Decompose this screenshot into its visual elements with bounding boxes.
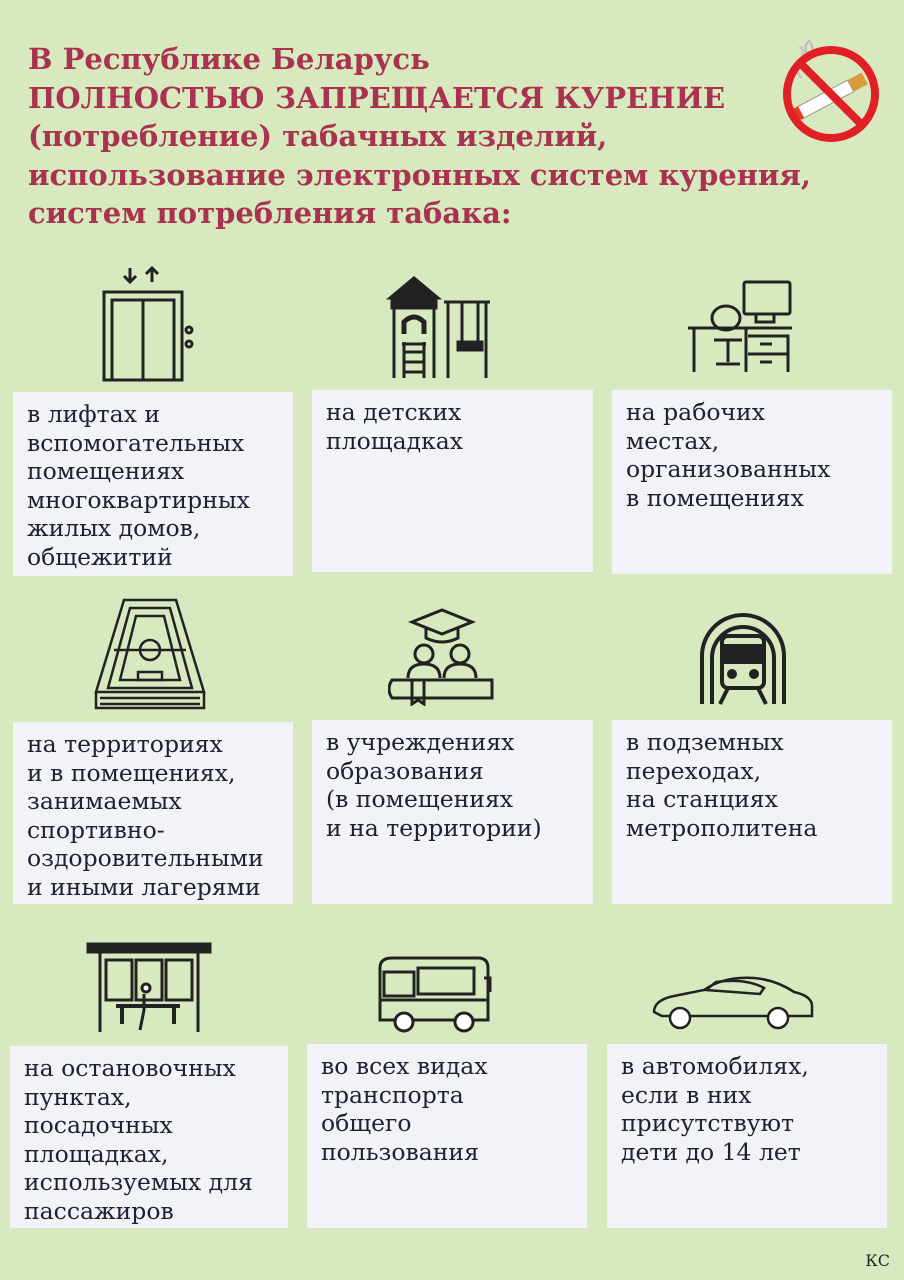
headline-line-5: систем потребления табака:	[28, 196, 512, 230]
headline-line-1: В Республике Беларусь	[28, 42, 430, 76]
item-card-workplaces: на рабочих местах, организованных в помещениях	[612, 390, 892, 574]
footer-mark: КС	[865, 1251, 890, 1270]
metro-icon	[698, 612, 788, 708]
headline-line-3: (потребление) табачных изделий,	[28, 119, 608, 153]
headline-line-2: ПОЛНОСТЬЮ ЗАПРЕЩАЕТСЯ КУРЕНИЕ	[28, 80, 726, 115]
item-card-camps: на территориях и в помещениях, занимаемых спортивно- оздоровительными и иными лагерями	[13, 722, 293, 904]
playground-icon	[386, 274, 496, 382]
no-smoking-icon	[778, 38, 884, 144]
item-card-playgrounds: на детских площадках	[312, 390, 593, 572]
item-card-education: в учреждениях образования (в помещениях и на территории)	[312, 720, 593, 904]
headline-line-4: использование электронных систем курения,	[28, 157, 811, 192]
item-card-cars: в автомобилях, если в них присутствуют дети до 14 лет	[607, 1044, 887, 1228]
workplace-icon	[686, 278, 794, 378]
education-icon	[388, 606, 496, 706]
item-card-elevators: в лифтах и вспомогательных помещениях многоквартирных жилых домов, общежитий	[13, 392, 293, 576]
item-card-bus-stops: на остановочных пунктах, посадочных площадках, используемых для пассажиров	[10, 1046, 288, 1228]
stadium-icon	[94, 596, 206, 712]
bus-stop-icon	[86, 936, 212, 1036]
car-icon	[650, 974, 814, 1032]
item-card-metro: в подземных переходах, на станциях метрополитена	[612, 720, 892, 904]
headline	[28, 40, 858, 233]
elevator-icon	[100, 264, 200, 384]
bus-icon	[376, 954, 492, 1036]
item-card-public-transport: во всех видах транспорта общего пользования	[307, 1044, 587, 1228]
